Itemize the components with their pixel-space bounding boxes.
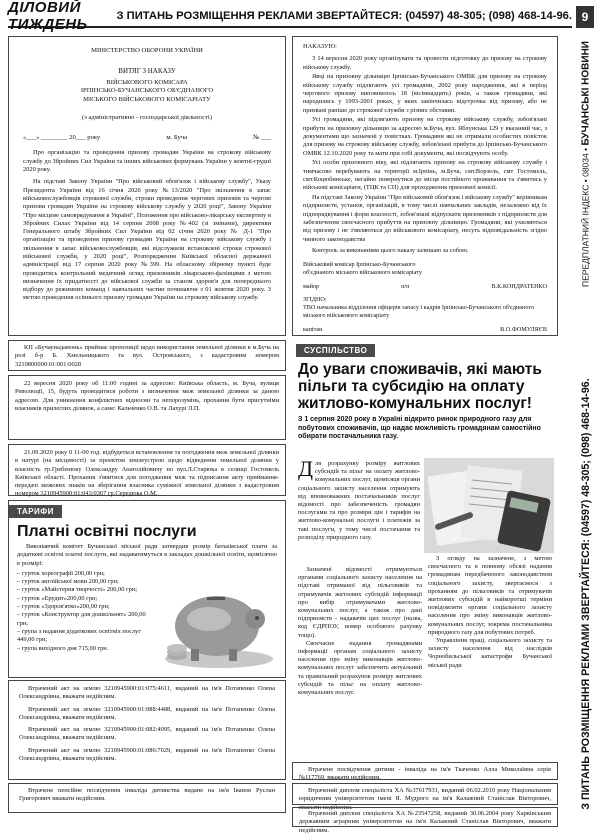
ad-text: Втрачене пенсійне посвідчення інваліда дитинства видане на ім'я Іванов Руслан Григорович вважати недійсним. (19, 787, 275, 803)
ad-text: Втрачений диплом спеціаліста ХА №23547258, виданий 30.06.2004 року Харківським державним аграрним університетом на ім'я Калажний Станіслав Вікторович, вважати недійсним. (299, 810, 551, 834)
article-paragraph: Зазначені відомості отримуються органами соціального захисту населення на підставі отриманої від пільговиків та отримувачів житлових субсидій інформації про вибір отримувачами житлово-комунальних послуг, а також про дані підприємств - надавачів цих послуг (назва, код ЄДРПОУ, номер особового рахунку тощо). (298, 566, 422, 639)
list-item: – гурток «Майстерня творчості» 200,00 грн; (17, 586, 151, 594)
order-title: ВИТЯГ З НАКАЗУ (118, 67, 176, 76)
article-lead: З 1 серпня 2020 року в Україні відкрито ринок природного газу для побутових споживачів, що надає можливість громадянам самостійно обирати постачальника газу. (298, 416, 541, 441)
subscription-index (581, 41, 592, 287)
issuer-line-2: ІРПІНСЬКО-БУЧАНСЬКОГО ОБ'ЄДНАНОГО (80, 87, 214, 95)
article-paragraph: З огляду на зазначене, з метою своєчасного та в повному обсязі надання громадянам передбаченого законодавством соціального захисту, звертаємося з проханням до пільговиків та отримувачів житлових субсидій в найкоротші терміни повідомляти органи соціального захисту населення про зміну виконавців житлово-комунальних послуг, зокрема постачальника природного газу для побутових потреб. (428, 555, 552, 636)
order-paragraph: На підставі Закону України "Про військовий обов'язок і військову службу", Указу Президента України від 16 січня 2020 року №13/2020 "Про звільнення в запас військовослужбовців строкової служби, строки проведення чергових призовів та чергові призови громадян України на строкову військову службу у 2020 році", Закону України "Про місцеве самоврядування в Україні", Положення про військово-лікарську експертизу в Збройних Силах України від 14 серпня 2008 року №402 (зі змінами), директиви Генерального штабу Збройних Сил України від 02 січня 2020 року № Д-1 "Про організацію та проведення призову громадян України на строкову військову службу і звільнення в запас військовослужбовців, які відслужили встановлені строки строкової військової служби, у 2020 році", Розпорядження Київської обласної державної адміністрації від 17 серпня 2020 року №399. На обласному збірному пункті буде проводитись контрольний медичний огляд призовників лікарською-фахівцями з метою визначення їх придатності до військової служби за станом здоров'я для попереднього відбору до режимних команд і навчальних частин починаючи з 01 жовтня 2020 року. З метою проведення осіннього призову громадян України на строкову військову службу. (23, 178, 271, 302)
article-column (298, 566, 422, 697)
ad-text: Втрачене посвідчення дитини - інваліда на ім'я Ткаченко Алла Миколаївна серія №117769, вважати недійсним. (299, 766, 551, 782)
page-header (8, 0, 572, 33)
agreed-title: ТВО начальника відділення офіцерів запасу і кадрів Ірпінсько-Бучанського об'єднаного міського військового комісаріату (303, 304, 534, 320)
agreed-label: ЗГІДНО: (303, 296, 327, 304)
side-strip (576, 34, 596, 824)
ministry-name: МІНІСТЕРСТВО ОБОРОНИ УКРАЇНИ (91, 47, 203, 54)
list-item: – гурток англійської мови 200,00 грн; (17, 578, 151, 586)
military-order-extract (8, 36, 286, 336)
lost-act-notice: Втрачений акт на землю 3210945900:01:088:4488, виданий на ім'я Потапенко Олена Олександрівна, вважати недійсним. (19, 705, 275, 721)
article-title: Платні освітні послуги (17, 523, 197, 540)
tariff-list (9, 568, 159, 655)
signature-block (303, 261, 547, 277)
classified-ad (292, 807, 558, 834)
article-column (298, 456, 420, 542)
signer-pp: п/п (401, 283, 410, 291)
tariffs-article (8, 500, 286, 678)
lost-act-notice: Втрачений акт на землю 3210945900:01:086:7029, виданий на ім'я Потапенко Олена Олександрівна, вважати недійсним. (19, 746, 275, 763)
order-notice (292, 36, 558, 336)
list-item: – група вихідного дня 715,00 грн. (17, 645, 151, 653)
signer-title: об'єднаного міського військового комісаріату (303, 269, 422, 277)
classified-ad (8, 783, 286, 813)
page-number: 9 (576, 6, 594, 28)
ad-contact-banner: З ПИТАНЬ РОЗМІЩЕННЯ РЕКЛАМИ ЗВЕРТАЙТЕСЯ: (04597) 48-305; (098) 468-14-96. (116, 10, 572, 22)
list-item: – гурток хореографії 200,00 грн; (17, 570, 151, 578)
intro-text: Виконавчий комітет Бучанської міської ради затвердив розмір батьківської плати за додаткові освітні платні послуги, які надаватимуться в закладах дошкільної освіти, щомісячно в розмірі: (17, 543, 277, 567)
section-label: ТАРИФИ (9, 505, 62, 518)
classified-ad (8, 340, 286, 371)
newspaper-brand: БУЧАНСЬКІ НОВИНИ (580, 41, 592, 146)
list-item: – група з надання додаткових освітніх послуг 449,00 грн; (17, 628, 151, 645)
notice-paragraph: На підставі Закону України "Про військовий обов'язок і військову службу" керівникам підприємств, установ, організацій, в тому числі навчальних закладів, незалежно від їх підпорядкування і форм власності, зобов'язані відпускати призовників з підприємств для забезпечення своєчасного прибуття на призовну дільницю. Громадяни, які ухиляються від призову і не з'являються до військового комісаріату, несуть відповідальність згідно чинного законодавства (303, 194, 547, 243)
signer-title: Військовий комісар Ірпінсько-Бучанського (303, 261, 416, 269)
order-paragraph: Про організацію та проведення призову громадян України на строкову військову службу до Збройних Сил України та інших військових формувань України у жовтні-грудні 2020 року. (23, 149, 271, 174)
lost-documents-ads (8, 680, 286, 780)
lost-act-notice: Втрачений акт на землю 3210945900:01:082:4095, виданий на ім'я Потапенко Олена Олександрівна, вважати недійсним. (19, 726, 275, 742)
article-intro (9, 543, 285, 568)
article-title: До уваги споживачів, які мають пільги та субсидію на оплату житлово-комунальних послуг! (298, 361, 542, 412)
order-number: № ___ (253, 134, 271, 142)
ad-text: 21.09.2020 року 0 11-00 год. відбудеться встановлення та погодження меж земельної ділянки в натурі (на місцевості) за проектом землеустрою щодо відведення земельної ділянки у власність гр.Гребенюку Олександру Анатолійовичу по вул.Л.Старюка в селищі Гостомель Київської області. Прохання з'явитися для погодження меж та підписання акту приймання-передачі межових знаків на зберігання власника суміжної земельної ділянки з кадастровим номером 3210945900:01:043:0367 гр.Середюка О.М. (15, 449, 279, 498)
list-item: – гурток «Ерудит»200,00 грн; (17, 595, 151, 603)
order-subtitle: (з адміністративно - господарської діяльності) (82, 114, 212, 122)
side-ad-contact: З ПИТАНЬ РОЗМІЩЕННЯ РЕКЛАМИ ЗВЕРТАЙТЕСЯ: (04597) 48-305; (098) 468-14-96. (580, 378, 592, 810)
piggy-bank-illustration (157, 571, 277, 671)
ad-text: КП «Бучаунадамонь» приймає пропозиції щодо використання земельної ділянки в м.Буча на розі б-р Б. Хмельницького та вул. Островського, з кадастровим номером 3210800000:01:001:0028 (15, 344, 279, 368)
agreed-block (303, 296, 547, 320)
article-paragraph: Своєчасне надання громадянами інформації органам соціального захисту населення про зміну виконавців житлово-комунальних послуг забезпечить актуальний та правильний розрахунок розміру житлових субсидій та пільг на оплату житлово-комунальних послуг. (298, 639, 422, 697)
classified-ad (8, 375, 286, 440)
order-city: м. Буча (166, 134, 188, 142)
article-column (428, 555, 552, 670)
consumers-article (292, 340, 558, 760)
issuer-line-1: ВІЙСЬКОВОГО КОМІСАРА (106, 78, 188, 86)
notice-paragraph: Усі громадяни, які підлягають призову на строкову військову службу, зобов'язані прибути на призовну дільницю за адресою м.Буча, вул. Яблунська 129 у вказаний час, з документами що зазначені у повістках. Громадяни які не отримали особистих повісток для призову на строкову військову службу, зобов'язані прибути до Ірпінсько-Бучанського ОМВК 12.10.2020 року та мати при собі документи, які посвідчують особу. (303, 116, 547, 157)
agreed-rank: капітан (303, 326, 323, 334)
lost-act-notice: Втрачений акт на землю 3210945900:01:075:4611, виданий на ім'я Потапенко Олена Олександрівна, вважати недійсним. (19, 685, 275, 701)
notice-paragraph: З 14 вересня 2020 року організувати та провести підготовку до призову на строкову військову службу. (303, 55, 547, 71)
signature-row (303, 283, 547, 290)
agreed-name: В.О.ФОМУЛЯЄВ (500, 326, 547, 334)
section-label: СУСПІЛЬСТВО (296, 344, 375, 357)
ad-text: Втрачений диплом спеціаліста ХА №37617931, виданий 06.02.2010 року Національним юридичним університетом імені Я. Мудрого на ім'я Калажний Станіслав Вікторович, вважати недійсним. (299, 787, 551, 811)
issuer-line-3: МІСЬКОГО ВІЙСЬКОВОГО КОМІСАРІАТУ (83, 95, 211, 103)
order-meta (23, 134, 271, 141)
notice-paragraph: Усі особи призовного віку, які підлягають призову на строкову військову службу і тимчасово перебувають на території м.Ірпінь, м.Буча, смт.Ворзель, смт Гостомель, смт.Коцюбинське, негайно повернутися до місця постійного проживання та з'явитись у військові комісаріати, (ТЦК та СП) для проходження призовної комісії. (303, 159, 547, 192)
signer-rank: майор (303, 283, 320, 291)
signer-name: В.К.КОНДРАТЕНКО (491, 283, 547, 291)
list-item: – гурток «Конструктор для дошкільнят» 200,00 грн; (17, 611, 151, 628)
article-paragraph: Управління праці, соціального захисту та захисту населення від наслідків Чорнобильської катастрофи Бучанської міської ради (428, 637, 552, 669)
article-paragraph: ля розрахунку розміру житлових субсидій та пільг на оплату житлово-комунальних послуг, щомісяця органи соціального захисту населення отримують від вповноважних постачальників послуг відомості про забезпеченість громадян послугами та про розміри цін і тарифів на житлово-комунальні послуги і платежів за такі послуги, у тому числі постачання та розподілу природного газу. (298, 460, 420, 541)
notice-heading: НАКАЗУЮ: (303, 43, 337, 50)
order-date: «___» ________ 20___ року (23, 134, 101, 142)
newspaper-section-title: ДІЛОВИЙ ТИЖДЕНЬ (8, 0, 88, 33)
list-item: – гурток «Здоров'ятко»200,00 грн; (17, 603, 151, 611)
classified-ad (292, 762, 558, 780)
calculator-bills-photo (424, 458, 554, 553)
index-text: ПЕРЕДПЛАТНИЙ ІНДЕКС • 08034 • (580, 147, 591, 287)
drop-cap: Д (298, 456, 314, 481)
notice-paragraph: Контроль за виконанням цього наказу залишаю за собою. (312, 246, 469, 254)
classified-ad (292, 783, 558, 811)
classified-ad (8, 444, 286, 496)
ad-text: 22 вересня 2020 року об 11:00 годині за адресою: Київська область, м. Буча, вулиця Революції, 15, будуть проводитися роботи з визначення меж земельної ділянки за даною адресою. Для уникнення конфліктних відносин та непорозумінь, прохання бути присутніми власників прилеглих ділянок, а саме: Кальченко О.В. та Лахурі Л.П. (15, 380, 279, 412)
agreed-signature-row (303, 326, 547, 333)
notice-paragraph: Явці на призовну дільницю Ірпінсько-Бучанського ОМВК для призову на строкову військову службу підлягають усі громадяни, 2002 року народження, які в період чергового призову виповнилось 18 (вісімнадцять) років, а також громадяни, які народились у 1993-2001 роках, у яких закінчилась відстрочка від призову, або не призвані раніше до строкової служби з різних обставин. (303, 73, 547, 114)
